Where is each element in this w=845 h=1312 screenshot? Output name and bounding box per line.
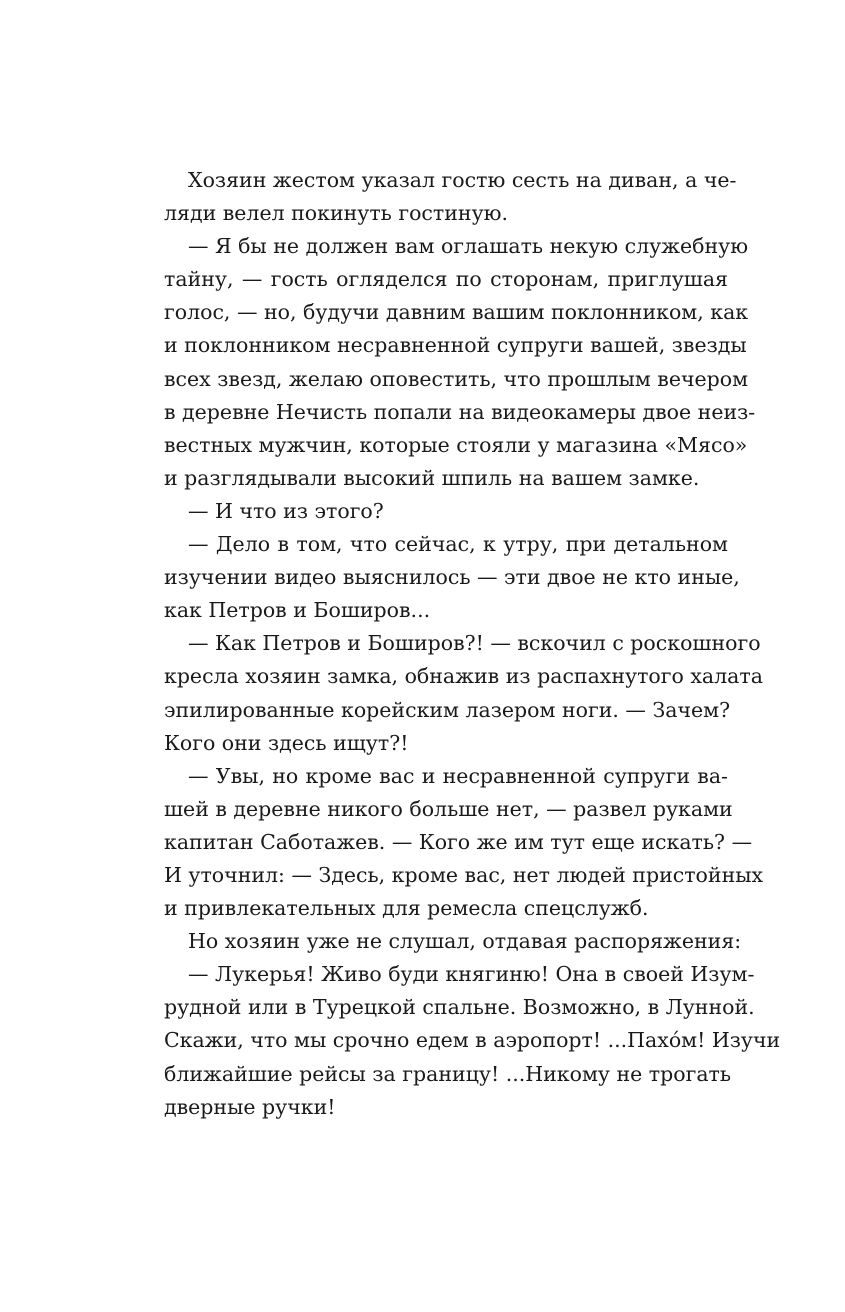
text-line: как Петров и Боширов... xyxy=(164,598,431,623)
text-line: кресла хозяин замка, обнажив из распахнутого халата xyxy=(164,664,763,689)
text-line: — Лукерья! Живо буди княгиню! Она в своей Изум- xyxy=(188,962,755,987)
text-line: и поклонником несравненной супруги вашей, звезды xyxy=(164,333,747,358)
text-line: в деревне Нечисть попали на видеокамеры двое неиз- xyxy=(164,399,756,424)
text-line: Хозяин жестом указал гостю сесть на диван, а че- xyxy=(188,168,737,192)
text-line: рудной или в Турецкой спальне. Возможно, в Лунной. xyxy=(164,995,755,1020)
text-line: ближайшие рейсы за границу! ...Никому не трогать xyxy=(164,1061,732,1086)
text-line: — Я бы не должен вам оглашать некую служебную xyxy=(188,234,749,259)
text-line: Но хозяин уже не слушал, отдавая распоряжения: xyxy=(188,929,742,954)
text-line: и разглядывали высокий шпиль на вашем замке. xyxy=(164,465,700,490)
text-line: и привлекательных для ремесла спецслужб. xyxy=(164,896,649,921)
text-line: тайну, — гость огляделся по сторонам, приглушая xyxy=(164,267,728,292)
text-line: голос, — но, будучи давним вашим поклонником, как xyxy=(164,300,749,325)
text-line: — Дело в том, что сейчас, к утру, при детальном xyxy=(188,532,728,557)
text-line: шей в деревне никого больше нет, — развел руками xyxy=(164,796,733,821)
text-line: — Как Петров и Боширов?! — вскочил с роскошного xyxy=(188,631,761,656)
text-line: всех звезд, желаю оповестить, что прошлым вечером xyxy=(164,366,749,391)
text-line: — Увы, но кроме вас и несравненной супруги ва- xyxy=(188,763,728,788)
text-line: И уточнил: — Здесь, кроме вас, нет людей пристойных xyxy=(164,862,764,887)
text-line: — И что из этого? xyxy=(188,498,384,523)
text-line: ляди велел покинуть гостиную. xyxy=(164,201,509,226)
text-line: эпилированные корейским лазером ноги. — Зачем? xyxy=(164,697,731,722)
text-line: дверные ручки! xyxy=(164,1094,336,1119)
text-line: Скажи, что мы срочно едем в аэропорт! ...Пахо́м! Изучи xyxy=(164,1028,781,1053)
text-line: капитан Саботажев. — Кого же им тут еще искать? — xyxy=(164,829,753,854)
body-text xyxy=(164,164,781,1124)
text-line: вестных мужчин, которые стояли у магазина «Мясо» xyxy=(164,432,748,457)
text-line: Кого они здесь ищут?! xyxy=(164,730,409,755)
text-line: изучении видео выяснилось — эти двое не кто иные, xyxy=(164,565,740,590)
